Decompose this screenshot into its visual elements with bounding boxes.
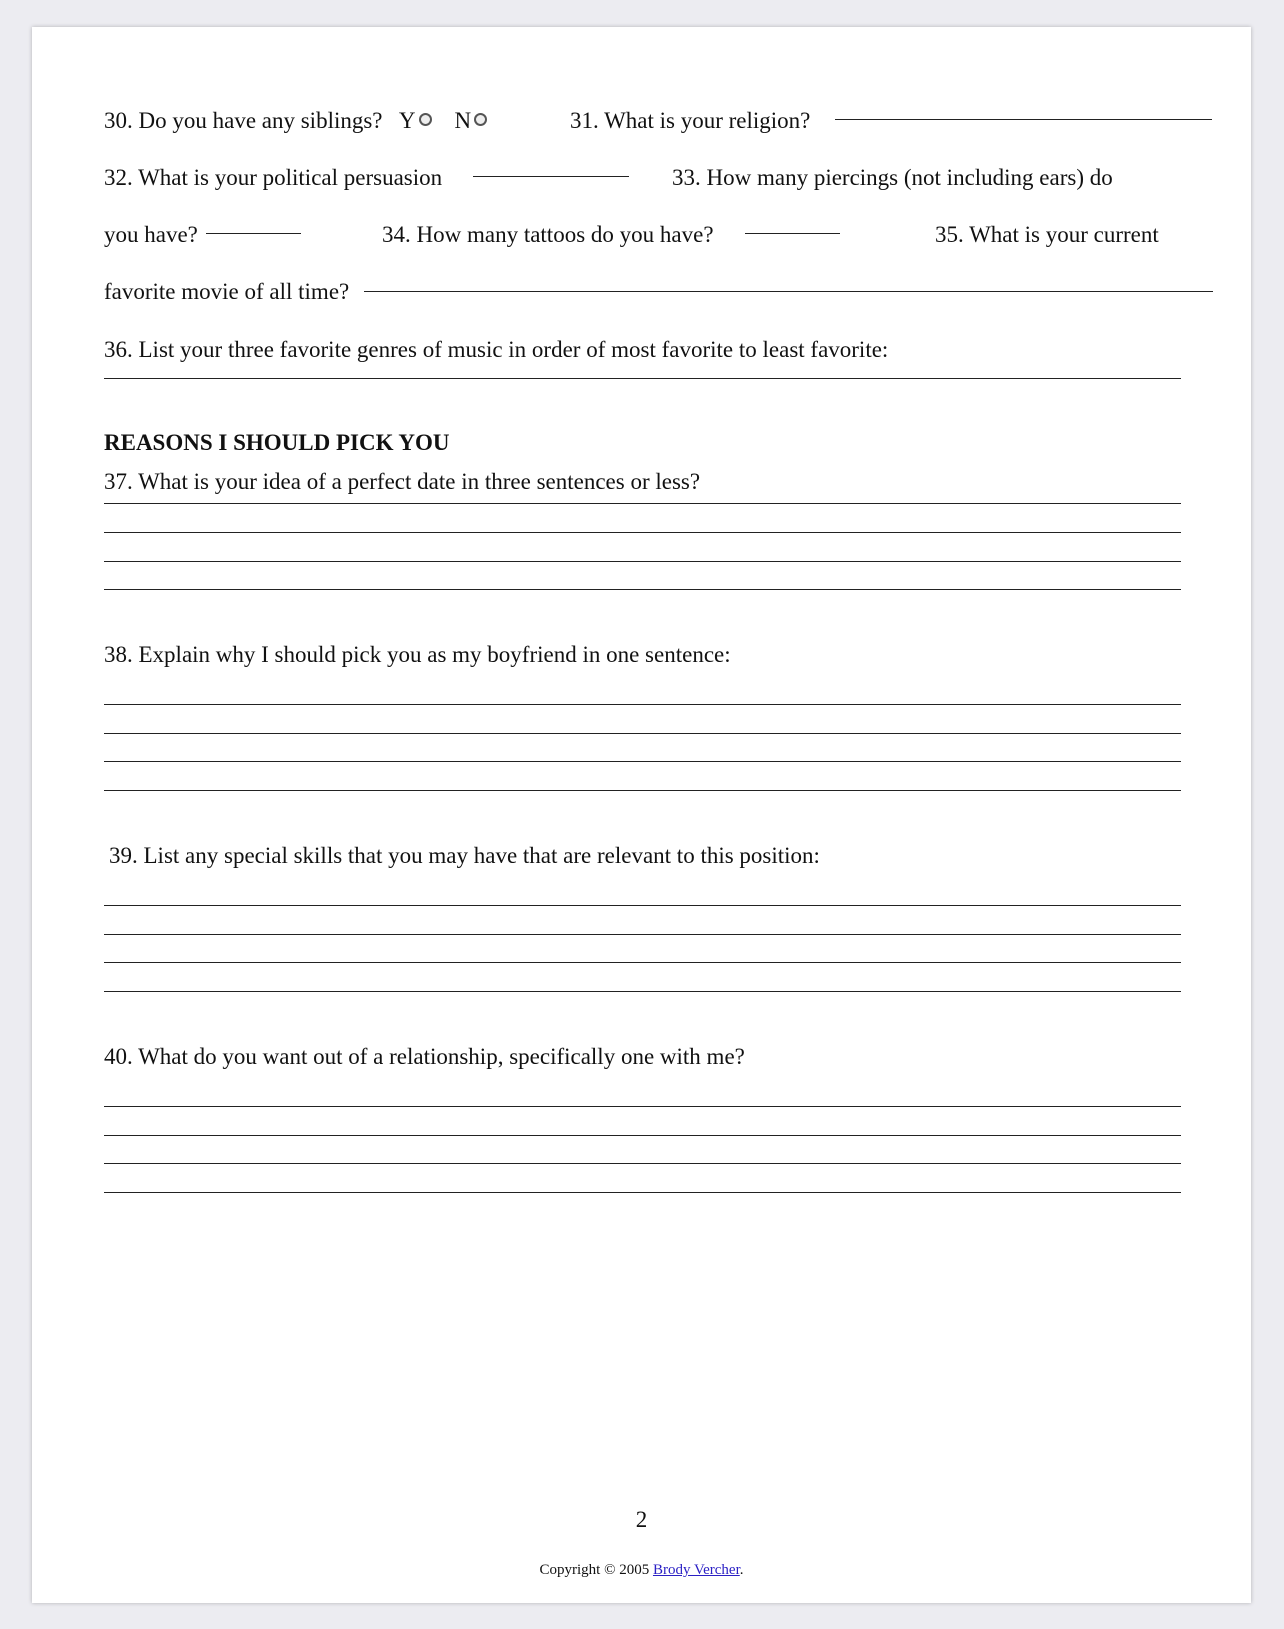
political-persuasion-field[interactable]: [473, 176, 629, 177]
relationship-line-4[interactable]: [104, 1192, 1181, 1193]
siblings-yes-label: Y: [398, 108, 416, 133]
question-35-text-2: favorite movie of all time?: [104, 279, 350, 304]
music-genres-field[interactable]: [104, 378, 1181, 379]
question-35-text: 35. What is your current: [935, 222, 1159, 247]
perfect-date-line-4[interactable]: [104, 589, 1181, 590]
question-35: [935, 221, 1159, 249]
copyright: [32, 1562, 1251, 1579]
skills-line-4[interactable]: [104, 991, 1181, 992]
favorite-movie-field[interactable]: [364, 291, 1213, 292]
copyright-prefix: Copyright © 2005: [539, 1562, 653, 1578]
perfect-date-line-1[interactable]: [104, 503, 1181, 504]
question-37: [104, 468, 700, 496]
question-33-continued: [104, 221, 198, 249]
question-37-text: 37. What is your idea of a perfect date in three sentences or less?: [104, 469, 701, 494]
question-38-text: 38. Explain why I should pick you as my boyfriend in one sentence:: [104, 642, 731, 667]
pick-you-line-1[interactable]: [104, 704, 1181, 705]
piercings-field[interactable]: [206, 233, 301, 234]
question-30: [104, 107, 487, 135]
question-36: [104, 336, 888, 364]
author-link[interactable]: Brody Vercher: [652, 1562, 740, 1578]
perfect-date-line-2[interactable]: [104, 532, 1181, 533]
pick-you-line-2[interactable]: [104, 733, 1181, 734]
perfect-date-line-3[interactable]: [104, 561, 1181, 562]
relationship-line-1[interactable]: [104, 1106, 1181, 1107]
question-36-text: 36. List your three favorite genres of music in order of most favorite to least favorite:: [104, 337, 889, 362]
question-32: [104, 164, 442, 192]
question-34: [382, 221, 714, 249]
question-33-text-2: you have?: [104, 222, 198, 247]
skills-line-1[interactable]: [104, 905, 1181, 906]
relationship-line-2[interactable]: [104, 1135, 1181, 1136]
question-31: [570, 107, 810, 135]
question-31-text: 31. What is your religion?: [570, 108, 811, 133]
question-30-text: 30. Do you have any siblings?: [104, 108, 383, 133]
pick-you-line-3[interactable]: [104, 761, 1181, 762]
siblings-no-label: N: [454, 108, 472, 133]
copyright-suffix: .: [739, 1562, 744, 1578]
question-40-text: 40. What do you want out of a relationship, specifically one with me?: [104, 1044, 745, 1069]
question-39-text: 39. List any special skills that you may have that are relevant to this position:: [109, 843, 820, 868]
siblings-no-radio[interactable]: [474, 113, 487, 126]
question-33: [672, 164, 1113, 192]
relationship-line-3[interactable]: [104, 1163, 1181, 1164]
religion-field[interactable]: [835, 119, 1212, 120]
pick-you-line-4[interactable]: [104, 790, 1181, 791]
siblings-yes-radio[interactable]: [419, 113, 432, 126]
skills-line-3[interactable]: [104, 962, 1181, 963]
question-35-continued: [104, 278, 349, 306]
section-heading: REASONS I SHOULD PICK YOU: [104, 430, 450, 455]
question-33-text: 33. How many piercings (not including ears) do: [672, 165, 1113, 190]
document-page: [32, 27, 1251, 1603]
question-32-text: 32. What is your political persuasion: [104, 165, 443, 190]
question-40: [104, 1043, 745, 1071]
question-38: [104, 641, 731, 669]
skills-line-2[interactable]: [104, 934, 1181, 935]
question-34-text: 34. How many tattoos do you have?: [382, 222, 714, 247]
tattoos-field[interactable]: [745, 233, 840, 234]
page-number: 2: [635, 1507, 648, 1532]
question-39: [109, 842, 820, 870]
